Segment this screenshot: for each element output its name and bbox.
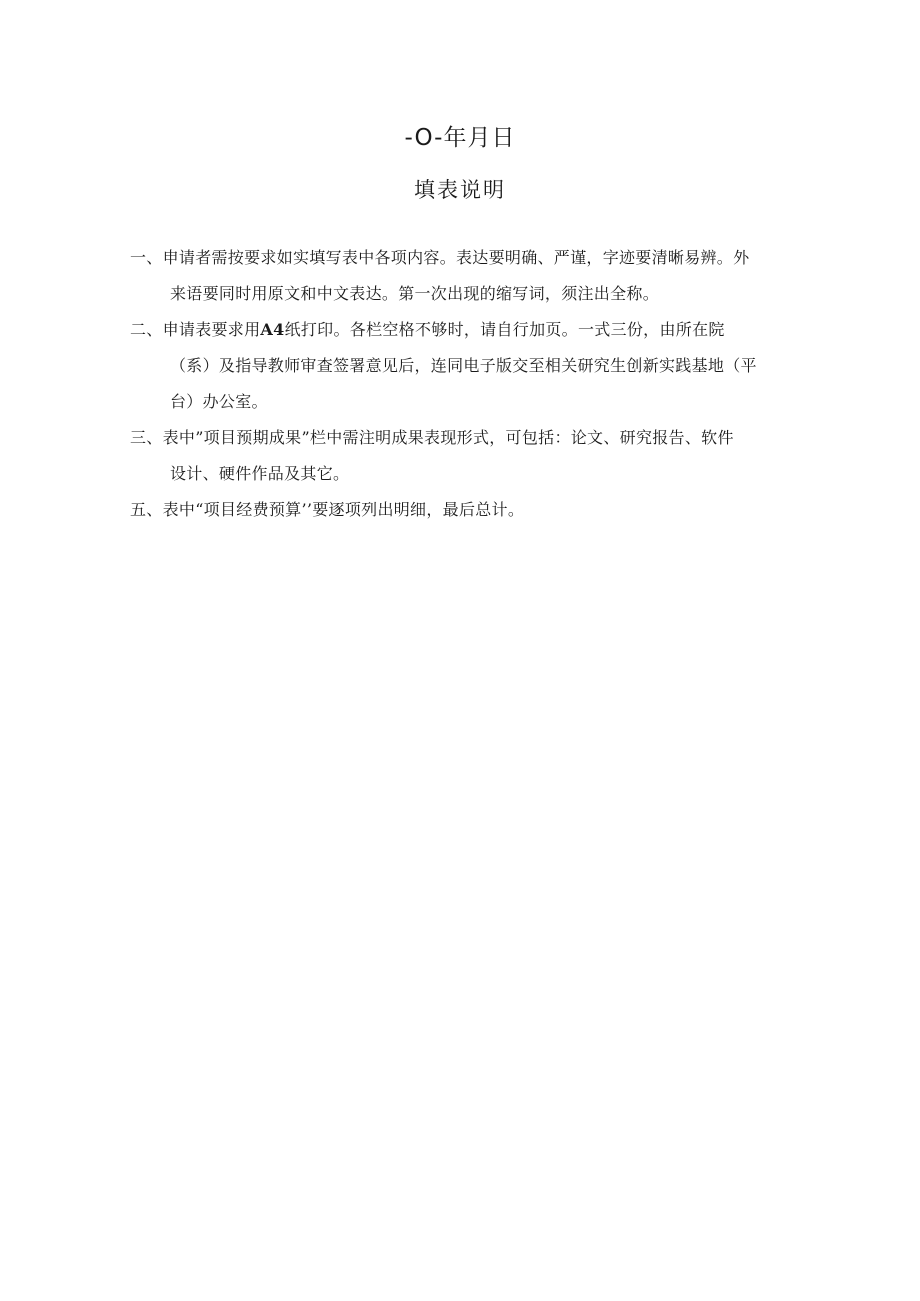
instruction-item-5 — [130, 492, 800, 528]
date-line: -O-年月日 — [404, 125, 516, 151]
instruction-2-line-1-suffix: 纸打印。各栏空格不够时，请自行加页。一式三份，由所在院 — [284, 320, 725, 339]
instruction-item-1 — [130, 240, 800, 312]
instruction-1-line-2: 来语要同时用原文和中文表达。第一次出现的缩写词，须注出全称。 — [170, 284, 660, 303]
instruction-2-line-3: 台）办公室。 — [170, 392, 268, 411]
instructions-list — [130, 240, 800, 528]
instruction-item-2 — [130, 312, 800, 420]
instruction-2-line-2: （系）及指导教师审查签署意见后，连同电子版交至相关研究生创新实践基地（平 — [170, 356, 757, 375]
instruction-3-line-2: 设计、硬件作品及其它。 — [170, 464, 350, 483]
paper-size-label: A4 — [260, 320, 285, 339]
page-title: 填表说明 — [414, 178, 506, 202]
instruction-2-line-1-prefix: 二、申请表要求用 — [130, 320, 261, 339]
instruction-5-line-1: 五、表中“项目经费预算’’要逐项列出明细，最后总计。 — [130, 500, 525, 519]
instruction-2-line-1 — [130, 312, 800, 348]
instruction-3-line-1: 三、表中”项目预期成果”栏中需注明成果表现形式，可包括：论文、研究报告、软件 — [130, 428, 734, 447]
instruction-1-line-1: 一、申请者需按要求如实填写表中各项内容。表达要明确、严谨，字迹要清晰易辨。外 — [130, 248, 750, 267]
instruction-item-3 — [130, 420, 800, 492]
